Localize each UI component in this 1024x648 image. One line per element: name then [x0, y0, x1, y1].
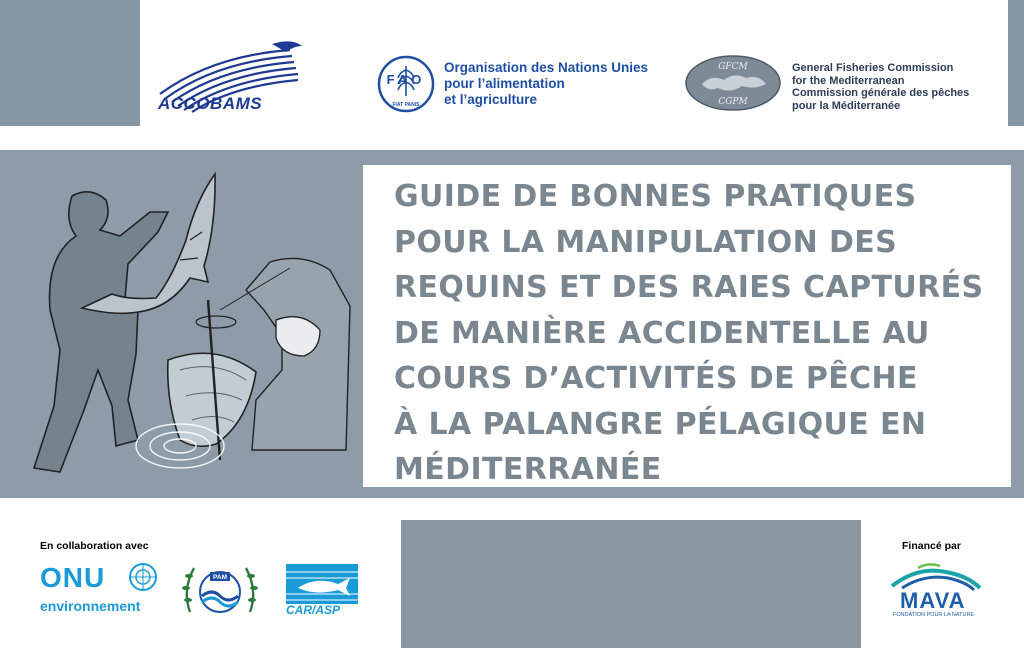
pam-label: PAM [213, 574, 227, 581]
mava-wordmark: MAVA [900, 588, 966, 613]
car-asp-logo-icon [286, 564, 358, 604]
fao-emblem-letters: FAO [386, 72, 426, 87]
top-left-color-block [0, 0, 140, 126]
fao-emblem-icon [376, 54, 436, 114]
gfcm-name-line-1: General Fisheries Commission [792, 62, 954, 74]
collaboration-label: En collaboration avec [40, 540, 149, 552]
mava-tagline: FONDATION POUR LA NATURE [893, 612, 975, 618]
top-right-color-block [1008, 0, 1024, 126]
accobams-wordmark: ACCOBAMS [158, 94, 263, 113]
title-line-3: REQUINS ET DES RAIES CAPTURÉS [394, 270, 984, 305]
gfcm-name-line-4: pour la Méditerranée [792, 99, 901, 112]
onu-wordmark: ONU [40, 562, 106, 593]
title-line-2: POUR LA MANIPULATION DES [394, 224, 898, 260]
gfcm-name-line-3: Commission générale des pêches [792, 87, 970, 99]
gfcm-emblem-bottom: CGPM [718, 97, 748, 107]
fao-name-line-3: et l’agriculture [444, 92, 538, 107]
fao-name-line-2: pour l’alimentation [444, 76, 565, 91]
title-line-5: COURS D’ACTIVITÉS DE PÊCHE [394, 361, 918, 396]
pam-logo-icon [180, 560, 260, 622]
bottom-color-block [401, 520, 861, 648]
fao-name [444, 60, 648, 108]
cover-title [394, 174, 994, 493]
fishermen-handling-shark-illustration [20, 160, 360, 488]
fao-name-line-1: Organisation des Nations Unies [444, 60, 649, 75]
gfcm-emblem-icon [684, 54, 782, 112]
gfcm-emblem-top: GFCM [718, 62, 748, 72]
environment-wordmark: environnement [40, 598, 141, 614]
title-line-1: GUIDE DE BONNES PRATIQUES [394, 179, 917, 214]
fao-emblem-motto: FIAT PANIS [392, 102, 420, 108]
gfcm-name [792, 62, 969, 112]
car-asp-wordmark: CAR/ASP [286, 603, 341, 617]
title-line-4: DE MANIÈRE ACCIDENTELLE AU [394, 315, 930, 351]
gfcm-name-line-2: for the Mediterranean [792, 74, 905, 87]
title-line-6: À LA PALANGRE PÉLAGIQUE EN [394, 406, 927, 442]
funding-label: Financé par [902, 540, 961, 552]
title-line-7: MÉDITERRANÉE [394, 452, 662, 487]
un-emblem-icon [128, 562, 158, 592]
